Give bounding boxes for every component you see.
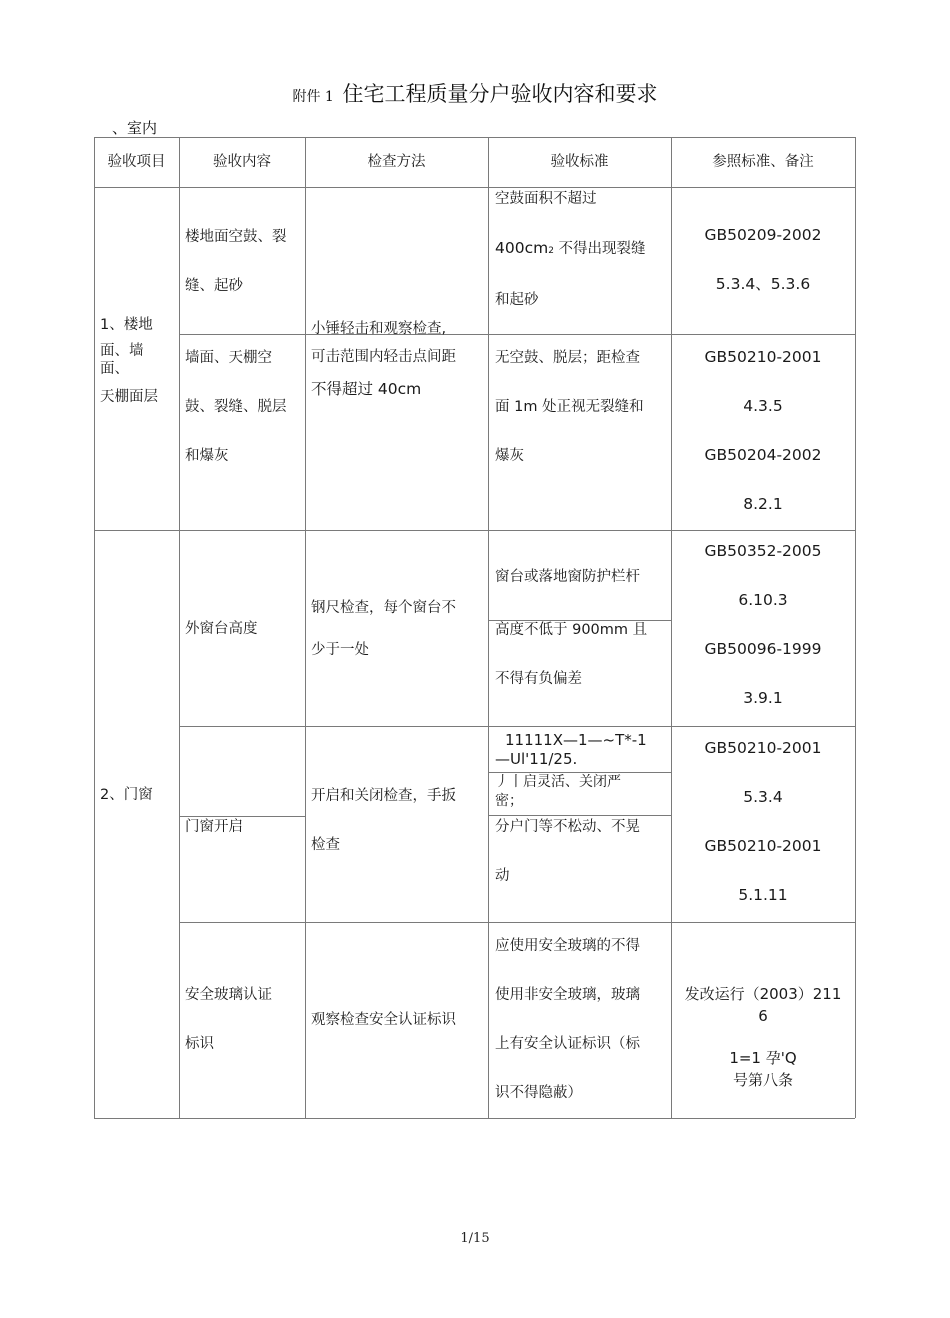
glass-content: 安全玻璃认证 标识 <box>185 987 272 1052</box>
title-text: 住宅工程质量分户验收内容和要求 <box>342 82 658 106</box>
section-label: 、室内 <box>112 119 158 137</box>
header-item: 验收项目 <box>107 154 166 170</box>
floor-item-label: 1、楼地 面、墙 面、 天棚面层 <box>100 317 158 405</box>
open-reference: GB50210-2001 5.3.4 GB50210-2001 5.1.11 <box>704 739 822 904</box>
floor-standard-2: 无空鼓、脱层；距检查 面 1m 处正视无裂缝和 爆灰 <box>495 350 644 464</box>
header-standard: 验收标准 <box>550 154 609 170</box>
glass-reference: 发改运行（2003）211 6 1=1 孕'Q 号第八条 <box>684 985 842 1089</box>
floor-content-2: 墙面、天棚空 鼓、裂缝、脱层 和爆灰 <box>185 350 287 464</box>
floor-standard-1: 空鼓面积不超过 400cm2 不得出现裂缝 和起砂 <box>495 191 646 308</box>
sill-standard-2: 高度不低于 900mm 且 不得有负偏差 <box>495 622 648 687</box>
floor-reference-2: GB50210-2001 4.3.5 GB50204-2002 8.2.1 <box>704 348 822 513</box>
open-content: 门窗开启 <box>185 819 243 835</box>
floor-method: 小锤轻击和观察检查, 可击范围内轻击点间距 不得超过 40cm <box>311 321 456 398</box>
floor-content-1: 楼地面空鼓、裂 缝、起砂 <box>185 229 287 294</box>
glass-method: 观察检查安全认证标识 <box>311 1012 456 1028</box>
floor-reference-1: GB50209-2002 5.3.4、5.3.6 <box>704 226 822 293</box>
open-standard-3: 分户门等不松动、不晃 动 <box>495 819 640 884</box>
glass-standard: 应使用安全玻璃的不得 使用非安全玻璃，玻璃 上有安全认证标识（标 识不得隐蔽） <box>495 938 640 1101</box>
header-reference: 参照标准、备注 <box>712 154 814 170</box>
open-method: 开启和关闭检查，手扳 检查 <box>311 788 456 853</box>
sill-standard-1: 窗台或落地窗防护栏杆 <box>495 569 640 585</box>
door-item-label: 2、门窗 <box>100 787 153 803</box>
header-content: 验收内容 <box>213 154 271 170</box>
open-standard-2: 丿丨启灵活、关闭严 密； <box>495 774 621 809</box>
page-number: 1/15 <box>460 1231 490 1246</box>
open-standard-1: 11111X—1—~T*-1 —Ul'11/25. <box>495 731 647 768</box>
sill-content: 外窗台高度 <box>185 621 258 637</box>
title-prefix: 附件 1 <box>292 89 334 105</box>
header-method: 检查方法 <box>367 154 426 170</box>
sill-method: 钢尺检查，每个窗台不 少于一处 <box>311 600 456 658</box>
sill-reference: GB50352-2005 6.10.3 GB50096-1999 3.9.1 <box>704 542 822 707</box>
